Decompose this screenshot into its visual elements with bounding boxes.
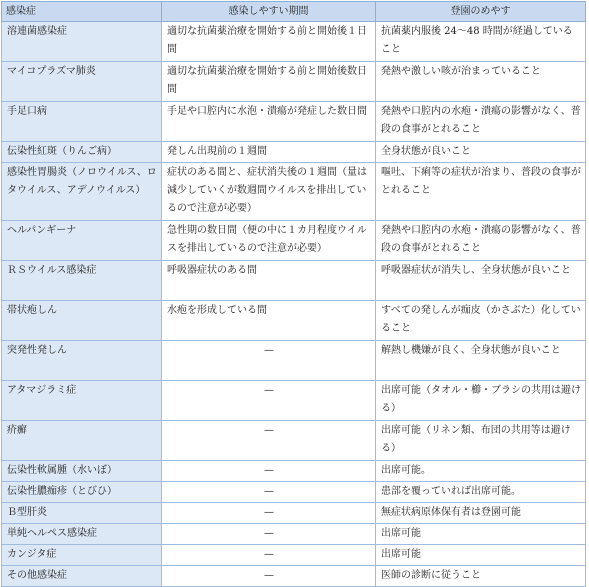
return-criteria: 出席可能 [376,545,586,566]
return-criteria: すべての発しんが痂皮（かさぶた）化していること [376,301,586,341]
table-row [2,566,586,587]
return-criteria: 嘔吐、下痢等の症状が治まり、普段の食事がとれること [376,163,586,221]
disease-name: 溶連菌感染症 [2,22,162,62]
table-row [2,381,586,421]
disease-name: Ｂ型肝炎 [2,503,162,524]
disease-name: 感染性胃腸炎（ノロウイルス、ロタウイルス、アデノウイルス） [2,163,162,221]
table-row [2,221,586,261]
return-criteria: 発熱や口腔内の水疱・潰瘍の影響がなく、普段の食事がとれること [376,221,586,261]
return-criteria: 患部を覆っていれば出席可能。 [376,482,586,503]
return-criteria: 無症状病原体保有者は登園可能 [376,503,586,524]
return-criteria: 発熱や激しい咳が治まっていること [376,62,586,102]
return-criteria: 出席可能。 [376,461,586,482]
disease-name: 伝染性紅斑（りんご病） [2,142,162,163]
disease-name: カンジタ症 [2,545,162,566]
return-criteria: 抗菌薬内服後 24～48 時間が経過していること [376,22,586,62]
table-row [2,22,586,62]
disease-name: 手足口病 [2,102,162,142]
disease-name: 伝染性軟属腫（水いぼ） [2,461,162,482]
table-row [2,461,586,482]
header-disease: 感染症 [2,2,162,22]
infectious-period: 急性期の数日間（便の中に１カ月程度ウイルスを排出しているので注意が必要） [162,221,376,261]
disease-name: 突発性発しん [2,341,162,381]
disease-name: マイコプラズマ肺炎 [2,62,162,102]
table-row [2,301,586,341]
infectious-period: 発しん出現前の１週間 [162,142,376,163]
infectious-period: — [162,421,376,461]
return-criteria: 呼吸器症状が消失し、全身状態が良いこと [376,261,586,301]
return-criteria: 出席可能（タオル・櫛・ブラシの共用は避ける） [376,381,586,421]
infectious-period: — [162,482,376,503]
return-criteria: 出席可能（リネン類、布団の共用等は避ける） [376,421,586,461]
table-row [2,102,586,142]
table-row [2,482,586,503]
header-period: 感染しやすい期間 [162,2,376,22]
return-criteria: 解熱し機嫌が良く、全身状態が良いこと [376,341,586,381]
disease-name: 単純ヘルペス感染症 [2,524,162,545]
infectious-period: 症状のある間と、症状消失後の１週間（量は減少していくが数週間ウイルスを排出しているので注意が必要） [162,163,376,221]
infectious-period: 手足や口腔内に水泡・潰瘍が発症した数日間 [162,102,376,142]
header-row [2,2,586,22]
disease-name: ＲＳウイルス感染症 [2,261,162,301]
table-row [2,341,586,381]
infectious-period: — [162,381,376,421]
table-row [2,142,586,163]
disease-name: 伝染性膿痂疹（とびひ） [2,482,162,503]
infectious-period: — [162,503,376,524]
table-row [2,503,586,524]
infectious-period: 呼吸器症状のある間 [162,261,376,301]
table-row [2,62,586,102]
return-criteria: 発熱や口腔内の水疱・潰瘍の影響がなく、普段の食事がとれること [376,102,586,142]
disease-name: アタマジラミ症 [2,381,162,421]
table-row [2,524,586,545]
infection-table [1,1,586,587]
disease-name: 疥癬 [2,421,162,461]
return-criteria: 出席可能 [376,524,586,545]
header-criteria: 登園のめやす [376,2,586,22]
table-row [2,545,586,566]
infectious-period: — [162,341,376,381]
infectious-period: 適切な抗菌薬治療を開始する前と開始後数日間 [162,62,376,102]
infectious-period: — [162,461,376,482]
infectious-period: 適切な抗菌薬治療を開始する前と開始後１日間 [162,22,376,62]
infectious-period: — [162,524,376,545]
return-criteria: 医師の診断に従うこと [376,566,586,587]
disease-name: ヘルパンギーナ [2,221,162,261]
table-row [2,261,586,301]
table-row [2,421,586,461]
return-criteria: 全身状態が良いこと [376,142,586,163]
infectious-period: — [162,545,376,566]
disease-name: 帯状疱しん [2,301,162,341]
infectious-period: 水疱を形成している間 [162,301,376,341]
disease-name: その他感染症 [2,566,162,587]
table-row [2,163,586,221]
infectious-period: — [162,566,376,587]
infection-table-container [1,1,586,587]
